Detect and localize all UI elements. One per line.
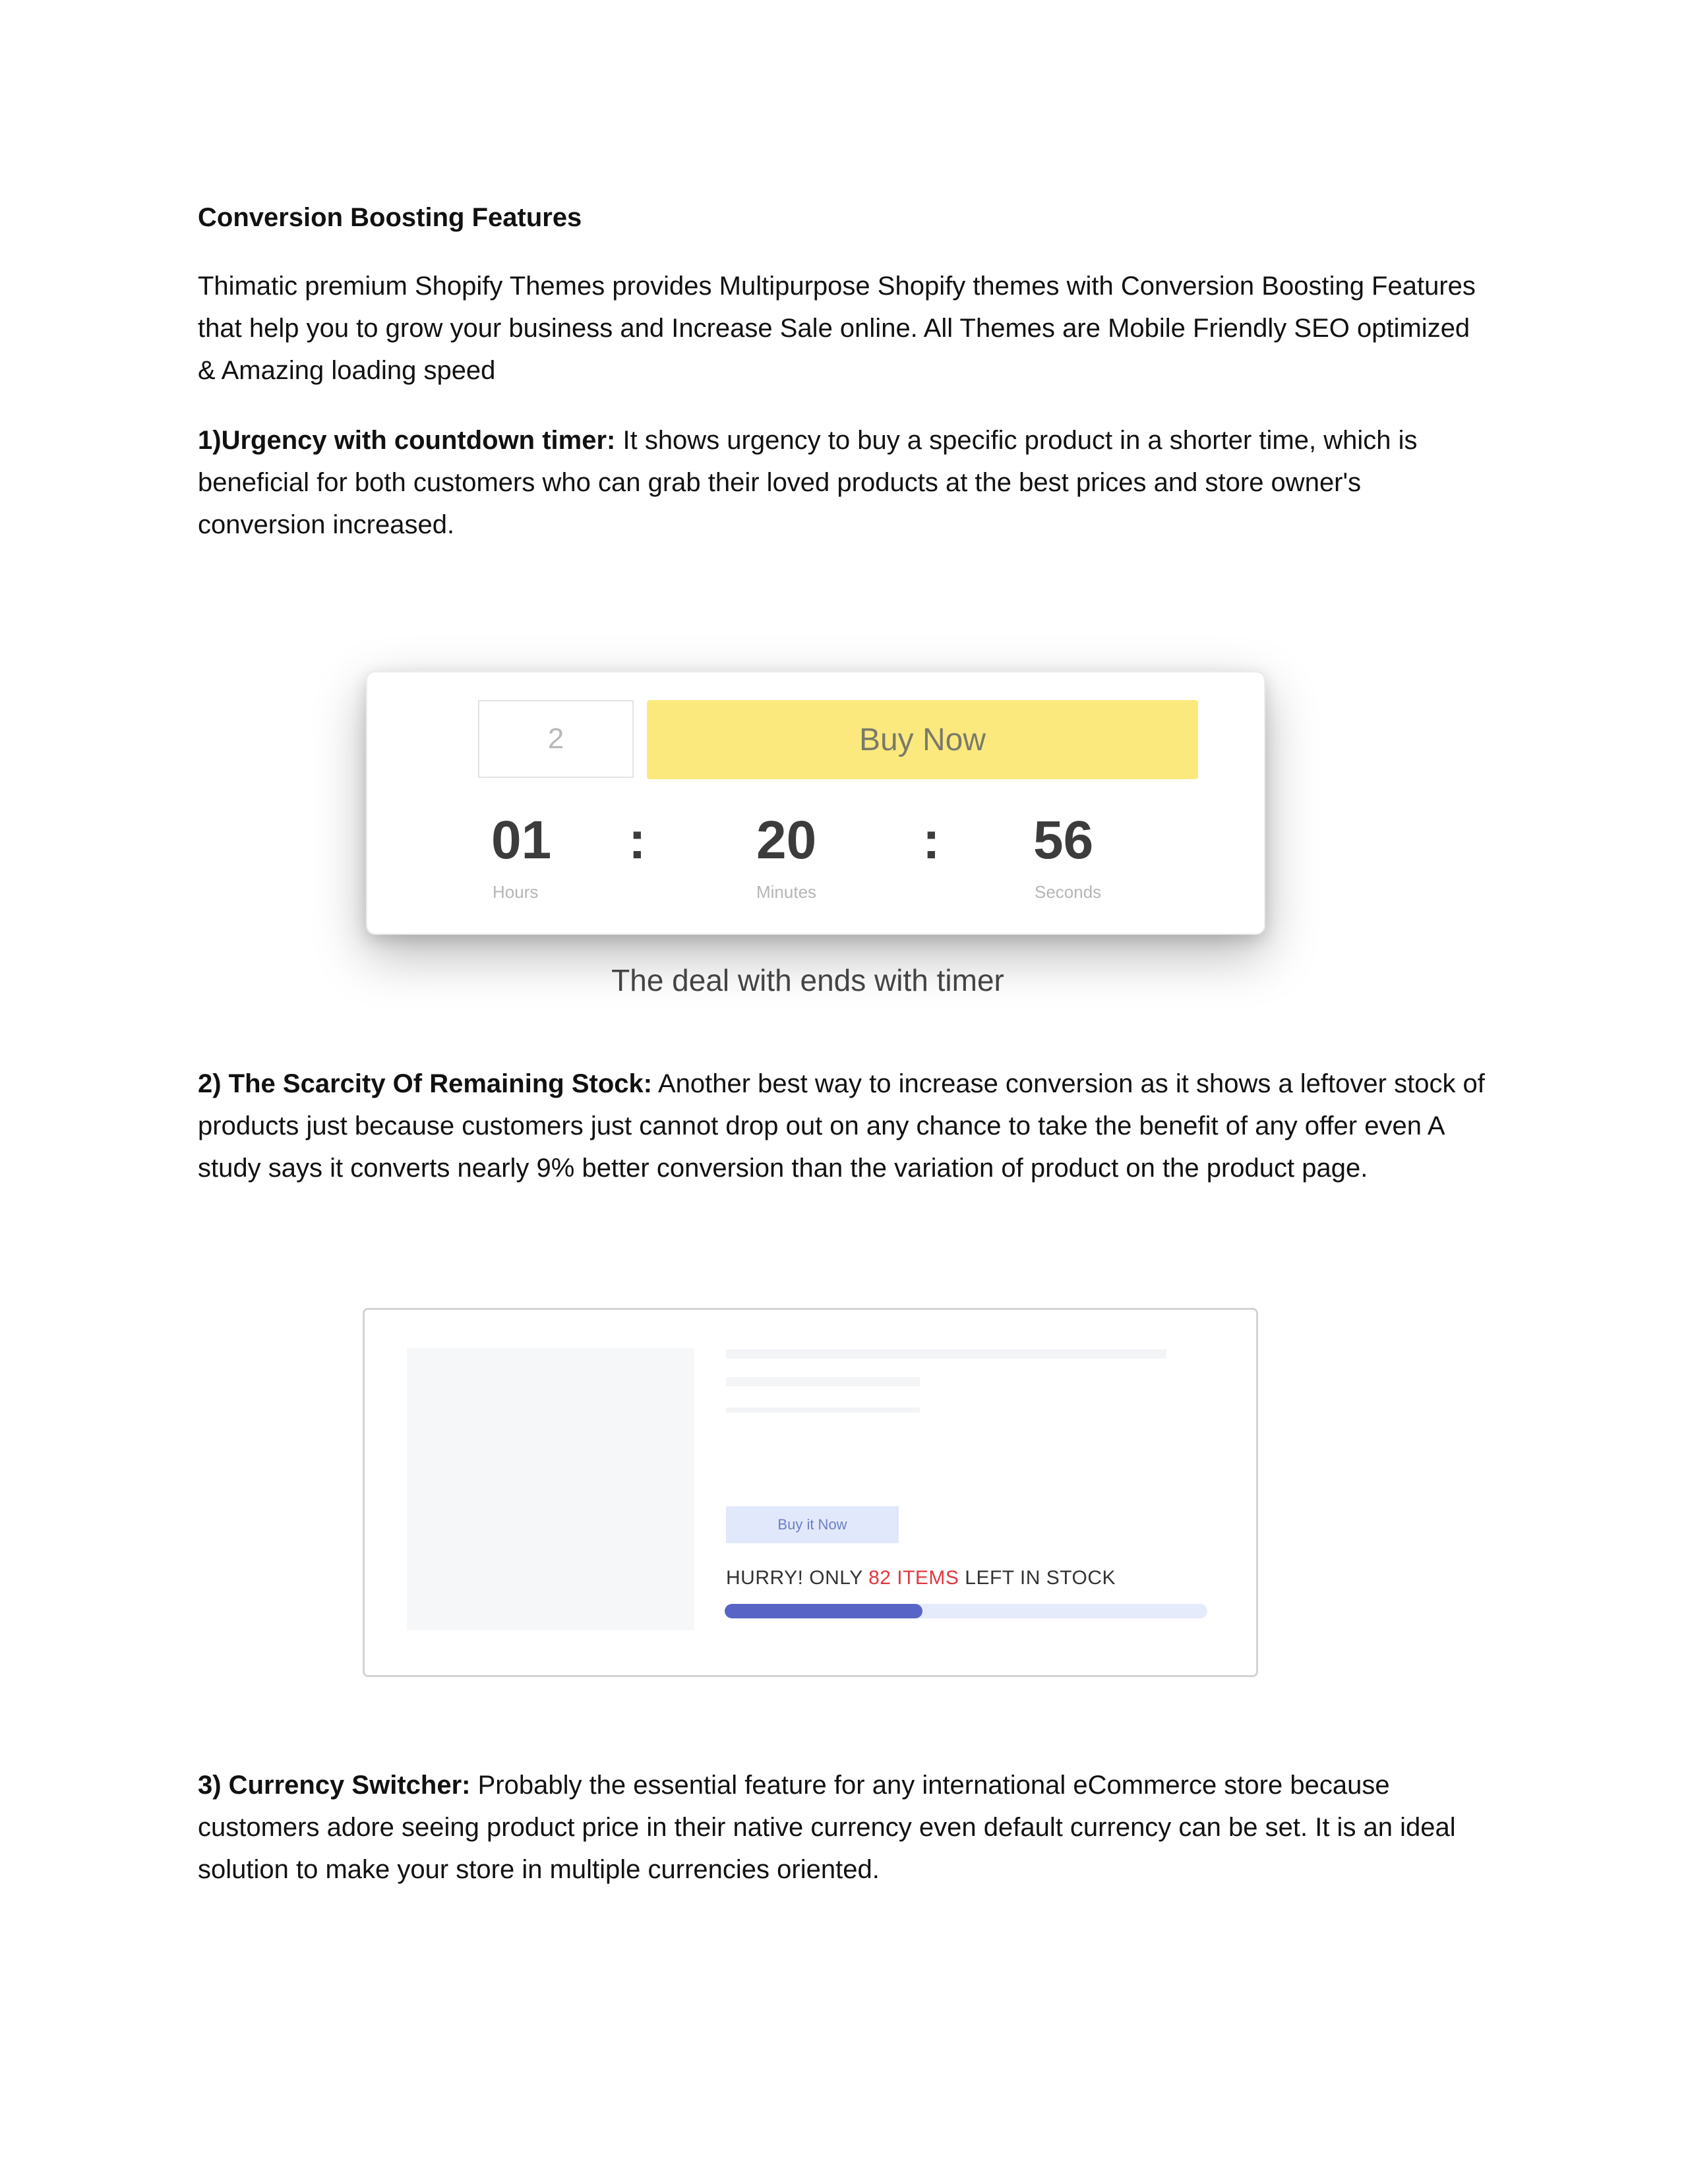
timer-hours: 01: [491, 810, 552, 870]
stock-count: 82 ITEMS: [868, 1567, 959, 1589]
intro-paragraph: Thimatic premium Shopify Themes provides Multipurpose Shopify themes with Conversion Boosting Features that help you to grow your business and Increase Sale online. All Themes are Mobile Friendly SEO optimized & Amazing loading speed: [198, 272, 1476, 385]
quantity-input[interactable]: 2: [478, 700, 634, 778]
countdown-card: [366, 671, 1265, 935]
section-urgency: [198, 419, 1490, 546]
skeleton-line: [726, 1407, 920, 1413]
buy-it-now-button[interactable]: Buy it Now: [726, 1506, 899, 1543]
timer-separator: :: [922, 811, 940, 870]
product-image-placeholder: [407, 1348, 694, 1630]
countdown-caption: The deal with ends with timer: [611, 963, 1004, 997]
section-scarcity-title: 2) The Scarcity Of Remaining Stock:: [198, 1069, 653, 1098]
timer-seconds-label: Seconds: [1035, 882, 1102, 902]
stock-figure: [363, 1308, 1258, 1677]
skeleton-line: [726, 1377, 920, 1386]
stock-message-suffix: LEFT IN STOCK: [959, 1567, 1116, 1589]
section-urgency-body: It shows urgency to buy a specific product in a shorter time, which is beneficial for both customers who can grab their loved products at the best prices and store owner's conversion increased.: [198, 426, 1418, 539]
stock-message: [726, 1567, 1116, 1589]
page-title: Conversion Boosting Features: [198, 203, 582, 232]
timer-minutes: 20: [756, 810, 817, 870]
timer-seconds: 56: [1033, 810, 1094, 870]
section-currency: [198, 1764, 1490, 1891]
timer-separator: :: [628, 811, 646, 870]
section-scarcity: [198, 1063, 1490, 1189]
timer-hours-label: Hours: [493, 882, 539, 902]
section-currency-title: 3) Currency Switcher:: [198, 1771, 471, 1800]
stock-progress-fill: [725, 1604, 922, 1618]
section-scarcity-body: Another best way to increase conversion as it shows a leftover stock of products just because customers just cannot drop out on any chance to take the benefit of any offer even A study says it converts nearly 9% better conversion than the variation of product on the product page.: [198, 1069, 1485, 1183]
timer-minutes-label: Minutes: [756, 882, 817, 902]
buy-now-button[interactable]: Buy Now: [647, 700, 1198, 779]
skeleton-line: [726, 1349, 1166, 1359]
stock-message-prefix: HURRY! ONLY: [726, 1567, 869, 1589]
section-currency-body: Probably the essential feature for any international eCommerce store because customers adore seeing product price in their native currency even default currency can be set. It is an ideal solution to make your store in multiple currencies oriented.: [198, 1771, 1456, 1884]
countdown-figure: [293, 593, 1322, 1015]
stock-progress-bar: [725, 1604, 1207, 1618]
section-urgency-title: 1)Urgency with countdown timer:: [198, 426, 616, 455]
